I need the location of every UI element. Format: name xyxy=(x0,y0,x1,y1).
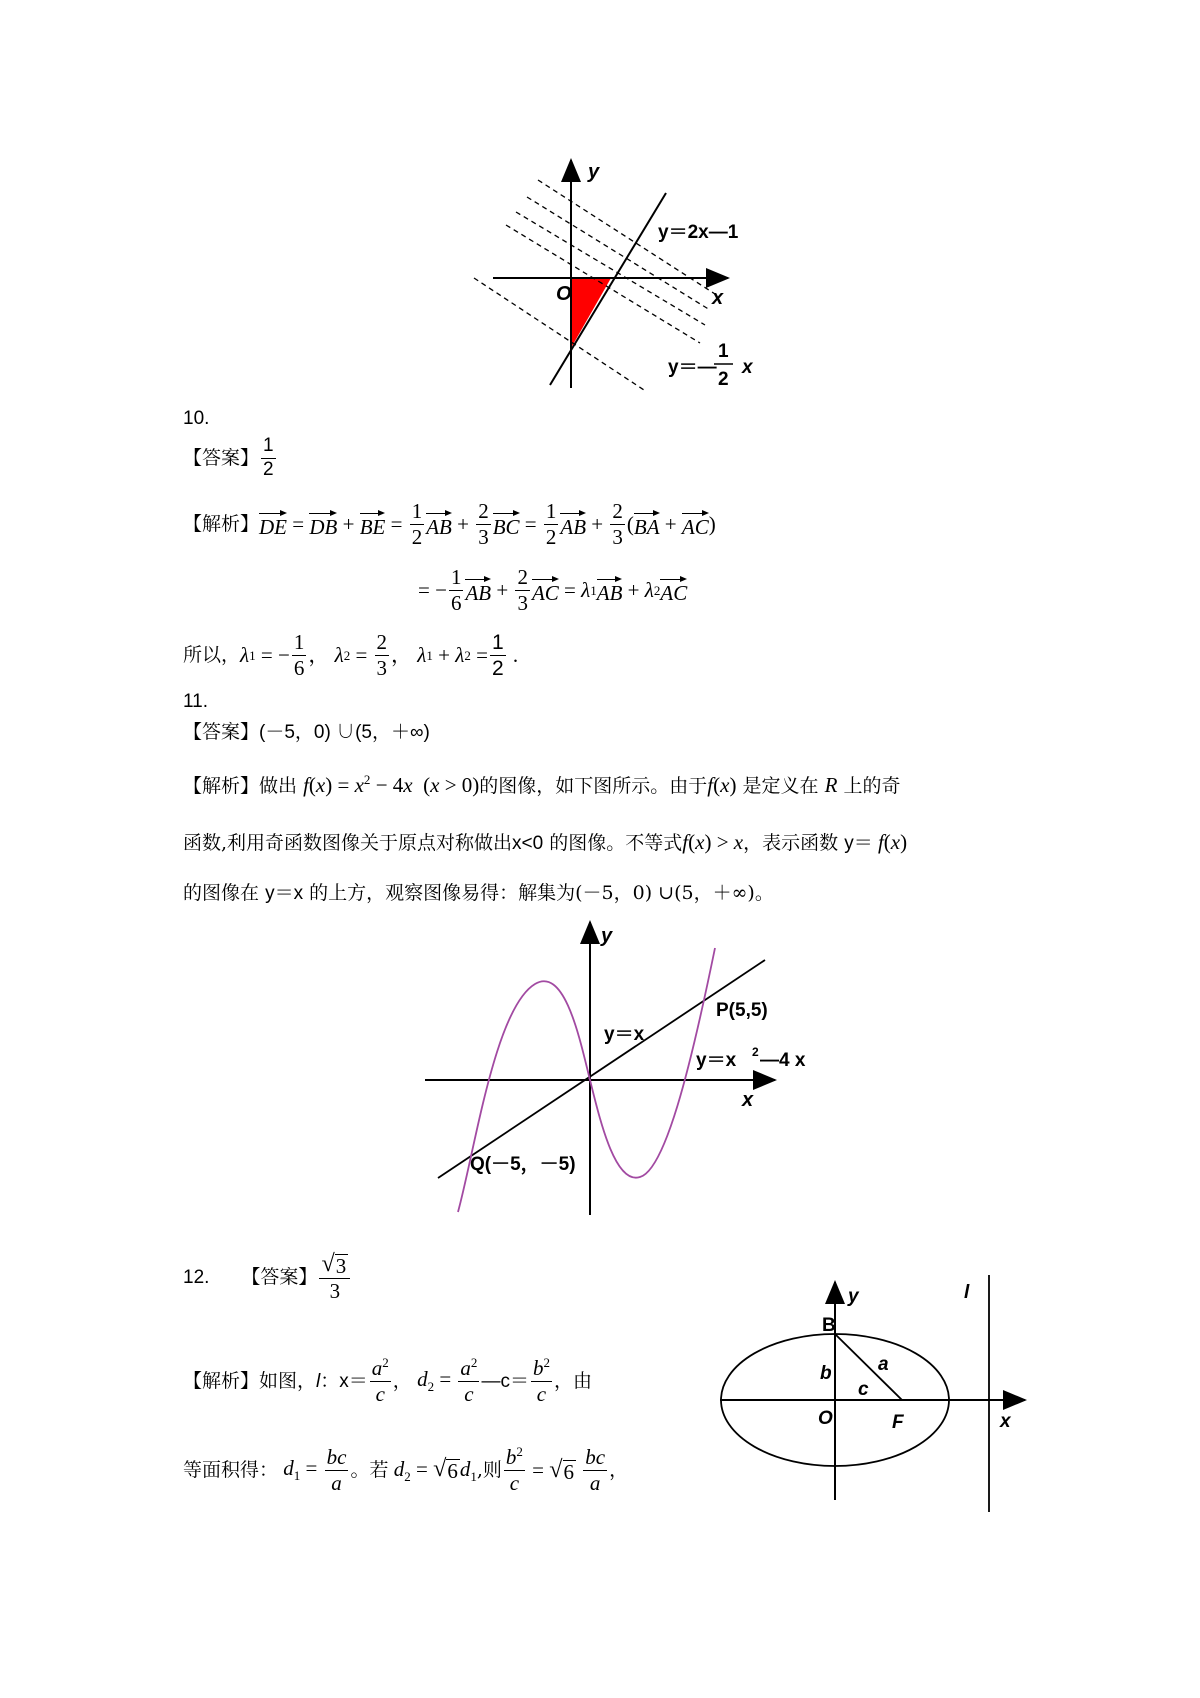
q12-text: —c＝ xyxy=(481,1370,529,1392)
fig3-b-point: B xyxy=(822,1315,836,1336)
q10-conclusion-prefix: 所以， xyxy=(183,644,241,667)
fig1-line2-num: 1 xyxy=(718,341,729,362)
fig2-point-q: Q(－5，－5) xyxy=(470,1154,576,1175)
q12-text: l xyxy=(316,1370,321,1392)
q11-text: y＝x xyxy=(265,883,304,904)
q12-text: ，由 xyxy=(553,1369,592,1392)
q11-text: x<0 xyxy=(512,833,544,854)
fig2-line-label: y＝x xyxy=(604,1024,645,1045)
fig1-x-label: x xyxy=(712,287,724,309)
q10-answer-den: 2 xyxy=(263,458,274,480)
q10-answer-line xyxy=(183,436,278,481)
q12-text: ， xyxy=(392,1369,412,1392)
q12-text: ,则 xyxy=(476,1458,502,1481)
q10-answer-value xyxy=(261,436,276,481)
fig1-origin-label: O xyxy=(556,283,572,305)
q12-analysis-label: 【解析】 xyxy=(183,1369,260,1392)
q12-analysis-line2: 等面积得： $d_1$ = $\frac{bc}{a}$ 。若 $d_2$ = √ 6 $d_1$ ,则 $\frac{b^2}{c}$ = √ 6 $\frac{bc}{a}$ ， xyxy=(183,1444,629,1496)
fig1-line2-prefix: y＝— xyxy=(668,357,717,378)
q12-text: 。若 xyxy=(350,1458,389,1481)
q12-text: 如图， xyxy=(259,1369,317,1392)
fig3-f-label: F xyxy=(892,1412,904,1433)
q12-answer-label: 【答案】 xyxy=(241,1266,318,1289)
q12-text: ：x＝ xyxy=(320,1370,368,1392)
q11-text: 上的奇 xyxy=(843,775,901,797)
fig2-y-label: y xyxy=(601,925,613,947)
fig3-x-label: x xyxy=(1000,1411,1011,1432)
q12-answer-line xyxy=(183,1252,352,1303)
q12-text: ， xyxy=(609,1458,629,1481)
q11-text: ，表示函数 xyxy=(743,832,839,854)
q11-text: y＝ xyxy=(844,833,873,854)
q11-answer-label: 【答案】 xyxy=(183,721,260,743)
fig1-line2-suffix: x xyxy=(742,357,753,378)
q10-number: 10. xyxy=(183,408,210,429)
fig2-curve-label-c: —4 x xyxy=(760,1050,806,1071)
q10-answer-num: 1 xyxy=(261,436,276,459)
q11-text: 的图像，如下图所示。由于 xyxy=(479,775,708,797)
q11-analysis-label: 【解析】 xyxy=(183,775,260,797)
fig1-line2-den: 2 xyxy=(718,369,729,390)
feasible-region xyxy=(571,278,611,348)
q11-number: 11. xyxy=(183,691,209,712)
q12-text: 等面积得： xyxy=(183,1458,279,1481)
fig3-l-label: l xyxy=(964,1282,970,1303)
q10-conclusion: 所以， λ 1 = − $\frac{1}{6}$ ， λ 2 = $\frac{2}{3}$ ， λ 1 + λ 2 = $\frac{1}{2}$ . xyxy=(183,630,519,681)
fig2-curve-label-a: y＝x xyxy=(696,1050,737,1071)
q12-number: 12. xyxy=(183,1267,210,1289)
q12-answer-value: √ 3 3 xyxy=(319,1252,350,1303)
figure-ellipse xyxy=(705,1260,1035,1520)
q12-analysis-line1: 【解析】 如图， l ：x＝ $\frac{a^2}{c}$ ， $d_2$ = $\frac{a^2}{c}$ —c＝ $\frac{b^2}{c}$ ，由 xyxy=(183,1355,592,1407)
q11-answer-value: (－5，0) ∪(5，＋∞) xyxy=(259,722,430,743)
q10-analysis-label: 【解析】 xyxy=(183,513,260,536)
fig2-point-p: P(5,5) xyxy=(716,1000,768,1021)
fig1-line1-label: y＝2x—1 xyxy=(658,222,739,243)
q11-text: 做出 xyxy=(259,775,298,797)
figure-linear-programming xyxy=(430,140,753,390)
fig3-o-label: O xyxy=(818,1408,833,1429)
q11-text: 是定义在 xyxy=(742,775,819,797)
q11-analysis-line2: 函数,利用奇函数图像关于原点对称做出x<0 的图像。不等式f(x) > x，表示函数 y＝ f(x) xyxy=(183,830,908,854)
q11-text: 的图像。不等式 xyxy=(549,832,683,854)
q10-analysis-line1 xyxy=(183,500,716,549)
fig2-curve-label-b: 2 xyxy=(752,1045,759,1059)
fig1-y-label: y xyxy=(588,161,600,183)
q11-text: 的上方，观察图像易得：解集为(－5，0) ∪(5，＋∞)。 xyxy=(309,882,774,904)
q10-answer-label: 【答案】 xyxy=(183,446,260,469)
fig3-c-segment: c xyxy=(858,1379,869,1400)
q11-analysis-line1: 【解析】做出 $f(x) = x^2 - 4x$ (x > 0)的图像，如下图所示。由于f(x) 是定义在 R 上的奇 xyxy=(183,772,901,797)
q10-equation-1: DE = DB + BE = $\frac{1}{2}$ AB + $\frac{2}{3}$ BC = $\frac{1}{2}$ AB + $\frac{2}{3}$ ( BA + AC ) xyxy=(259,499,716,550)
q11-text: 的图像在 xyxy=(183,882,260,904)
q10-equation-2: = − $\frac{1}{6}$ AB + $\frac{2}{3}$ AC = λ 1 AB + λ 2 AC xyxy=(418,565,688,616)
fig3-b-segment: b xyxy=(820,1363,832,1384)
fig3-y-label: y xyxy=(848,1286,859,1307)
q11-analysis-line3 xyxy=(183,884,774,903)
figure-cubic-graph xyxy=(420,915,806,1215)
fig2-x-label: x xyxy=(742,1089,754,1111)
q11-text: 函数,利用奇函数图像关于原点对称做出 xyxy=(183,832,513,854)
fig3-a-segment: a xyxy=(878,1354,889,1375)
q11-answer-line xyxy=(183,723,430,742)
